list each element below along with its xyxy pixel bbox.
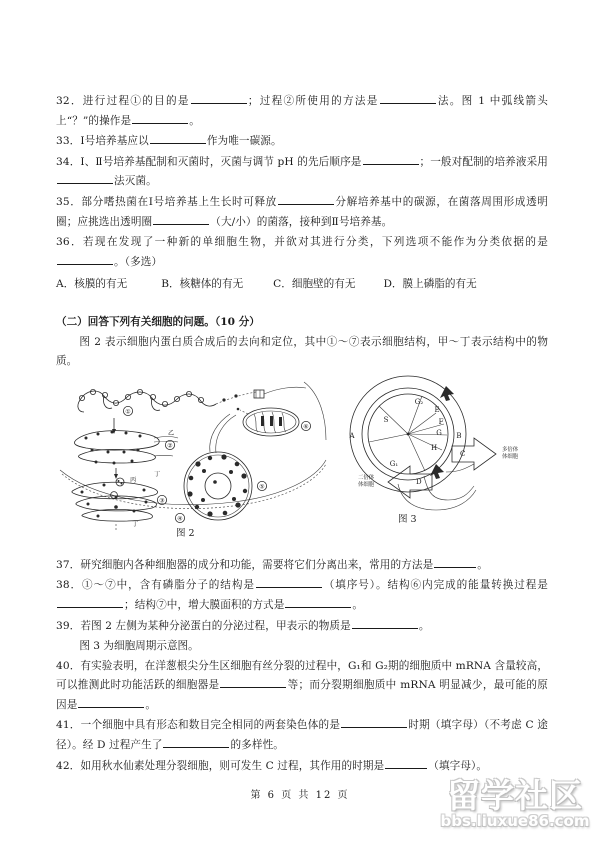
question-33: [56, 132, 548, 152]
question-text: 时期（填字母）（不考虑 C 途径）。经 D 过程产生了: [56, 719, 548, 752]
rough-er-chain: [78, 389, 256, 415]
question-block-part2: [56, 556, 548, 636]
question-text: ；一般对配制的培养液采用: [419, 155, 549, 168]
question-34: [56, 153, 548, 192]
fig3-label-d: D: [416, 477, 422, 486]
svg-text:体细胞: 体细胞: [502, 453, 519, 460]
question-text: 法。图 1 中弧线箭头上“？”的操作是: [56, 95, 548, 127]
question-38: [56, 576, 548, 615]
question-37: [56, 556, 548, 576]
fig2-label-1: ①: [125, 408, 131, 416]
fig2-label-bing: 丙: [130, 476, 137, 484]
svg-text:体细胞: 体细胞: [358, 481, 375, 488]
answer-blank[interactable]: [150, 132, 206, 144]
question-text: 一个细胞中具有形态和数目完全相同的两套染色体的是: [80, 719, 341, 732]
question-text: 若现在发现了一种新的单细胞生物，并欲对其进行分类，下列选项不能作为分类依据的是: [82, 236, 548, 249]
answer-blank[interactable]: [57, 596, 123, 608]
question-text: Ⅰ、Ⅱ号培养基配制和灭菌时，灭菌与调节 pH 的先后顺序是: [80, 155, 362, 168]
question-text: 。: [477, 558, 488, 571]
question-42: [56, 757, 548, 777]
svg-text:二倍体: 二倍体: [358, 474, 375, 481]
question-text: 分解培养基中的碳源，在菌落周围形成透明圈；应挑选出透明圈: [56, 195, 549, 228]
fig3-arrow-left-label: [358, 473, 375, 488]
fig3-label-g: G: [436, 428, 442, 437]
answer-blank[interactable]: [363, 153, 419, 165]
answer-blank[interactable]: [78, 696, 144, 708]
answer-blank[interactable]: [278, 193, 334, 205]
question-number: 38．: [56, 579, 83, 592]
figure-2: [58, 378, 328, 539]
question-text: ；结构⑦中，增大膜面积的方式是: [124, 598, 285, 611]
fig2-label-4-inline: 丁: [154, 470, 161, 478]
question-39: [56, 617, 548, 637]
question-text: 若图 2 左侧为某种分泌蛋白的分泌过程，甲表示的物质是: [80, 619, 351, 632]
question-text: 。: [189, 114, 200, 127]
fig2-label-2: ②: [167, 442, 173, 450]
question-36: [56, 233, 548, 272]
question-text: Ⅰ号培养基应以: [80, 135, 149, 148]
fig2-label-4: ④: [177, 515, 183, 523]
figure-3-svg: [324, 372, 548, 532]
question-text: 作为唯一碳源。: [206, 135, 282, 148]
answer-blank[interactable]: [57, 172, 113, 184]
question-number: 36．: [56, 236, 83, 249]
fig3-label-c: C: [460, 449, 466, 458]
question-block-part1: [56, 92, 548, 295]
option-b: B．核糖体的有无: [161, 278, 244, 291]
answer-blank[interactable]: [153, 213, 209, 225]
question-text: 如用秋水仙素处理分裂细胞，则可发生 C 过程，其作用的时期是: [80, 759, 385, 772]
fig2-label-5: ⑤: [259, 483, 265, 491]
figure-3: [324, 372, 548, 532]
question-block-part3: [56, 657, 548, 777]
arrow-c: [452, 438, 496, 470]
answer-blank[interactable]: [385, 757, 427, 769]
question-text: 有实验表明，在洋葱根尖分生区细胞有丝分裂的过程中，G₁和 G₂期的细胞质中 mRNA 含量较高，可以推测此时功能活跃的细胞器是: [56, 659, 549, 692]
page-content: [56, 92, 548, 777]
question-text: 研究细胞内各种细胞器的成分和功能，需要将它们分离出来，常用的方法是: [80, 558, 434, 571]
question-text: 。: [418, 619, 430, 632]
question-text: 。: [352, 598, 364, 611]
figure-3-caption: 图 3: [398, 513, 417, 525]
question-text: 等；而分裂期细胞质中 mRNA 明显减少，最可能的原因是: [56, 679, 548, 711]
option-c: C．细胞壁的有无: [273, 278, 356, 291]
section-heading-2: （二）回答下列有关细胞的问题。（10 分）: [56, 315, 260, 328]
answer-blank[interactable]: [352, 617, 418, 629]
fig2-label-3: ③: [159, 497, 165, 505]
answer-blank[interactable]: [191, 92, 247, 104]
fig3-label-g2: G₂: [414, 397, 424, 406]
answer-blank[interactable]: [380, 92, 436, 104]
fig3-label-f: F: [438, 417, 444, 426]
question-35: [56, 193, 548, 232]
question-number: 39．: [56, 619, 81, 632]
watermark-sub-text: bbs.liuxue86.com: [440, 812, 590, 830]
question-text: 进行过程①的目的是: [82, 95, 190, 107]
watermark-main-text: 留学社区: [447, 776, 583, 815]
question-number: 42．: [56, 759, 81, 772]
question-40: [56, 657, 548, 716]
question-text: ①～⑦中，含有磷脂分子的结构是: [82, 579, 255, 592]
fig2-label-6: ⑥: [303, 423, 309, 431]
fig2-label-ding: 丁: [132, 520, 139, 528]
question-text: （大/小）的菌落，接种到Ⅱ号培养基。: [210, 215, 393, 228]
question-32: [56, 92, 548, 131]
answer-blank[interactable]: [220, 676, 286, 688]
question-number: 33．: [56, 135, 81, 148]
question-36-options: [56, 275, 548, 295]
endoplasmic-reticulum: [74, 430, 178, 465]
membrane-structure-7: [254, 387, 306, 398]
answer-blank[interactable]: [163, 736, 229, 748]
fig3-label-h: H: [430, 443, 438, 452]
question-text: 的多样性。: [230, 739, 284, 752]
question-text: （填序号）。结构⑥内完成的能量转换过程是: [322, 579, 548, 592]
answer-blank[interactable]: [434, 556, 476, 568]
fig3-label-a: A: [349, 431, 355, 440]
fig3-label-g1: G₁: [389, 459, 399, 468]
question-text: ；过程②所使用的方法是: [247, 95, 379, 107]
figure-2-caption: 图 2: [176, 527, 195, 539]
fig3-label-e: E: [434, 405, 440, 414]
figure-area: [56, 378, 548, 556]
question-number: 34．: [56, 155, 81, 168]
mitochondrion: [237, 407, 311, 435]
fig2-label-yi: 乙: [168, 429, 175, 437]
answer-blank[interactable]: [57, 253, 113, 265]
question-number: 37．: [56, 558, 81, 571]
option-a: A．核膜的有无: [56, 278, 128, 291]
fig3-arrow-right-label: [502, 445, 519, 460]
question-text: 法灭菌。: [114, 175, 157, 188]
question-number: 40．: [56, 659, 81, 672]
question-text: 部分嗜热菌在Ⅰ号培养基上生长时可释放: [81, 195, 277, 208]
answer-blank[interactable]: [132, 112, 188, 124]
question-number: 41．: [56, 719, 81, 732]
question-text: （填字母）。: [428, 759, 488, 772]
golgi-apparatus: [72, 482, 167, 521]
figure-2-svg: [58, 378, 328, 528]
question-text: 。: [145, 698, 157, 711]
question-text: 。（多选）: [114, 255, 163, 268]
figure-3-intro: 图 3 为细胞周期示意图。: [79, 640, 199, 653]
question-41: [56, 716, 548, 755]
question-number: 32．: [56, 95, 83, 107]
answer-blank[interactable]: [285, 596, 351, 608]
fig3-label-b: B: [456, 431, 462, 440]
answer-blank[interactable]: [256, 576, 322, 588]
answer-blank[interactable]: [341, 716, 407, 728]
section-2-intro: 图 2 表示细胞内蛋白质合成后的去向和定位，其中①～⑦表示细胞结构，甲～丁表示结构中的物质。: [56, 335, 548, 368]
question-number: 35．: [56, 195, 82, 208]
option-d: D．膜上磷脂的有无: [383, 278, 477, 291]
page-footer: 第 6 页 共 12 页: [250, 790, 350, 801]
fig3-label-s: S: [383, 415, 389, 424]
svg-text:多倍体: 多倍体: [502, 446, 519, 453]
